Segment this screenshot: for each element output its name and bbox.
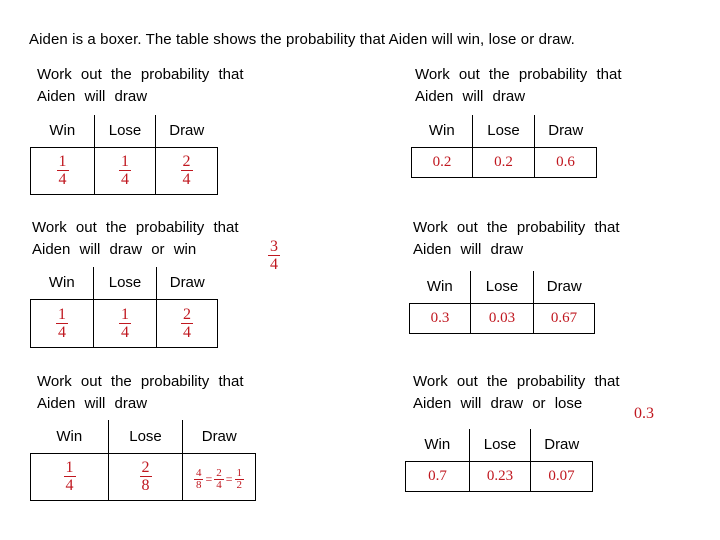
cell-draw: 0.67 bbox=[534, 303, 595, 333]
fraction-draw: $\frac{2}{4}$ bbox=[183, 305, 191, 341]
fraction-step-2: $\frac{2}{4}$ bbox=[216, 466, 222, 491]
cell-win bbox=[31, 147, 95, 194]
header-lose: Lose bbox=[95, 115, 156, 147]
question-2-line-1: Work out the probability that bbox=[415, 66, 622, 83]
question-2 bbox=[415, 64, 622, 108]
cell-draw: 0.07 bbox=[531, 461, 593, 491]
equals-sign: = bbox=[205, 471, 213, 486]
cell-win: 0.7 bbox=[406, 461, 470, 491]
draw-simplification bbox=[194, 468, 244, 491]
header-lose: Lose bbox=[473, 115, 535, 147]
answer-3: 3 4 bbox=[270, 238, 278, 273]
fraction-step-1: $\frac{4}{8}$ bbox=[195, 466, 202, 491]
question-4-line-2: Aiden will draw bbox=[413, 241, 524, 258]
question-5-line-2: Aiden will draw bbox=[37, 395, 148, 412]
question-4 bbox=[413, 217, 620, 261]
fraction-win: $\frac{1}{4}$ bbox=[58, 153, 67, 188]
cell-draw: 0.6 bbox=[535, 147, 597, 177]
header-win: Win bbox=[31, 420, 109, 453]
question-4-line-1: Work out the probability that bbox=[413, 219, 620, 236]
cell-lose: 0.03 bbox=[471, 303, 534, 333]
probability-table-2 bbox=[411, 115, 597, 178]
header-draw: Draw bbox=[531, 429, 593, 461]
question-1 bbox=[37, 64, 244, 108]
fraction-lose: $\frac{2}{8}$ bbox=[141, 459, 150, 494]
fraction-lose: $\frac{1}{4}$ bbox=[121, 305, 129, 341]
cell-lose bbox=[109, 453, 183, 500]
question-5 bbox=[37, 371, 244, 415]
cell-lose: 0.23 bbox=[470, 461, 531, 491]
header-win: Win bbox=[406, 429, 470, 461]
header-win: Win bbox=[31, 267, 94, 299]
equals-sign: = bbox=[225, 471, 233, 486]
cell-win: 0.2 bbox=[412, 147, 473, 177]
probability-table-6 bbox=[405, 429, 593, 492]
question-1-line-1: Work out the probability that bbox=[37, 66, 244, 83]
cell-draw bbox=[157, 299, 218, 347]
header-lose: Lose bbox=[471, 271, 534, 303]
cell-lose: 0.2 bbox=[473, 147, 535, 177]
probability-table-5 bbox=[30, 420, 256, 501]
cell-win bbox=[31, 299, 94, 347]
cell-win bbox=[31, 453, 109, 500]
probability-table-1 bbox=[30, 115, 218, 195]
fraction-step-3: $\frac{1}{2}$ bbox=[236, 466, 243, 491]
question-6-line-1: Work out the probability that bbox=[413, 373, 620, 390]
header-draw: Draw bbox=[535, 115, 597, 147]
header-lose: Lose bbox=[470, 429, 531, 461]
header-win: Win bbox=[412, 115, 473, 147]
cell-draw bbox=[183, 453, 256, 500]
question-3 bbox=[32, 217, 239, 261]
answer-6: 0.3 bbox=[634, 405, 654, 422]
question-2-line-2: Aiden will draw bbox=[415, 88, 526, 105]
fraction-win: $\frac{1}{4}$ bbox=[65, 459, 74, 494]
probability-table-4 bbox=[409, 271, 595, 334]
fraction-win: $\frac{1}{4}$ bbox=[58, 305, 66, 341]
cell-win: 0.3 bbox=[410, 303, 471, 333]
cell-draw bbox=[156, 147, 218, 194]
header-lose: Lose bbox=[94, 267, 157, 299]
question-6 bbox=[413, 371, 620, 415]
header-win: Win bbox=[31, 115, 95, 147]
question-6-line-2: Aiden will draw or lose bbox=[413, 395, 583, 412]
header-lose: Lose bbox=[109, 420, 183, 453]
cell-lose bbox=[94, 299, 157, 347]
question-3-line-1: Work out the probability that bbox=[32, 219, 239, 236]
header-win: Win bbox=[410, 271, 471, 303]
fraction-draw: $\frac{2}{4}$ bbox=[182, 153, 191, 188]
fraction-lose: $\frac{1}{4}$ bbox=[121, 153, 129, 188]
header-draw: Draw bbox=[157, 267, 218, 299]
worksheet-title: Aiden is a boxer. The table shows the probability that Aiden will win, lose or draw. bbox=[29, 31, 575, 48]
question-3-line-2: Aiden will draw or win bbox=[32, 241, 197, 258]
question-1-line-2: Aiden will draw bbox=[37, 88, 148, 105]
header-draw: Draw bbox=[183, 420, 256, 453]
probability-table-3 bbox=[30, 267, 218, 348]
header-draw: Draw bbox=[156, 115, 218, 147]
question-5-line-1: Work out the probability that bbox=[37, 373, 244, 390]
cell-lose bbox=[95, 147, 156, 194]
header-draw: Draw bbox=[534, 271, 595, 303]
